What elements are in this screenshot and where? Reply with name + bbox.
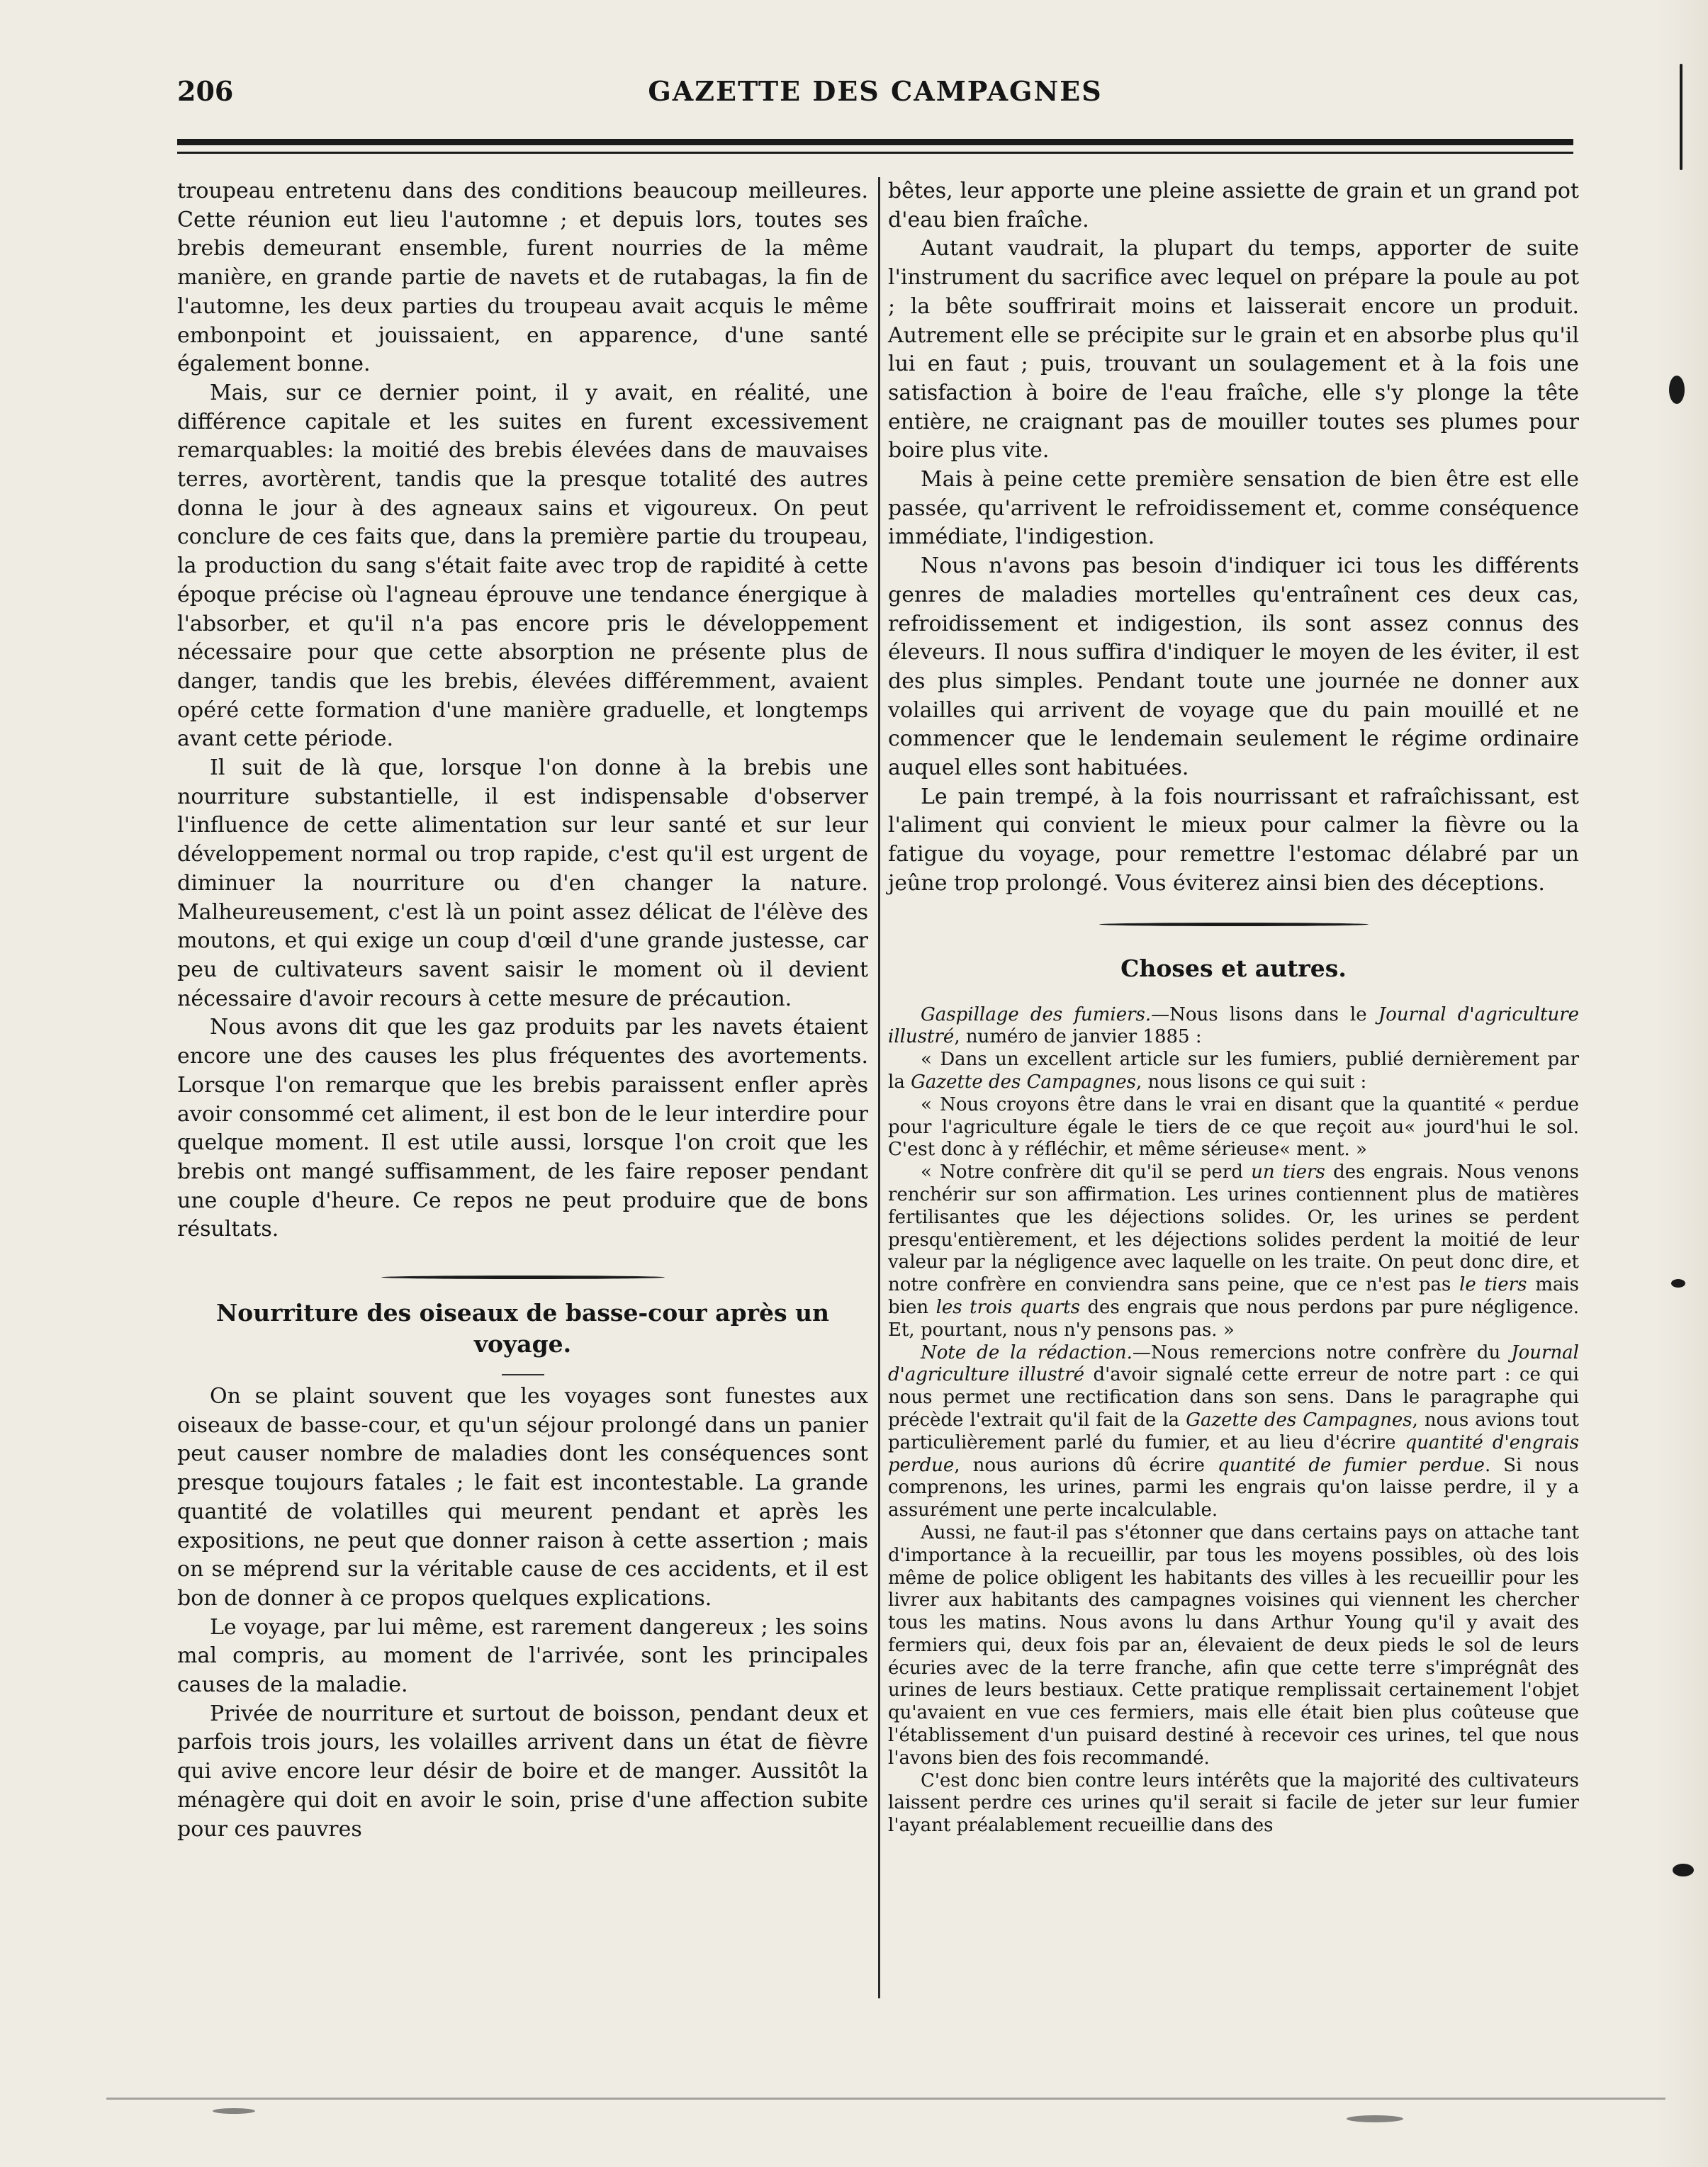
header-rule-thin	[177, 152, 1573, 154]
paragraph: Il suit de là que, lorsque l'on donne à la brebis une nourriture substantielle, il est indispensable d'observer l'influence de cette alimentation sur leur santé et sur leur développement normal ou trop rapide, c'est qu'il est urgent de diminuer la nourriture ou d'en changer la nature. Malheureusement, c'est là un point assez délicat de l'élève des moutons, et qui exige un coup d'œil d'une grande justesse, car peu de cultivateurs savent saisir le moment où il devient nécessaire d'avoir recours à cette mesure de précaution.	[177, 755, 868, 1011]
gaspillage-paragraph: Gaspillage des fumiers.—Nous lisons dans le Journal d'agriculture illustré, numéro de janvier 1885 :	[888, 1003, 1580, 1048]
editor-note-paragraph: Note de la rédaction.—Nous remercions notre confrère du Journal d'agriculture illustré d'avoir signalé cette erreur de notre part : ce qui nous permet une rectification dans son sens. Dans le paragraphe qui précède l'extrait qu'il fait de la Gazette des Campagnes, nous avions tout particulièrement parlé du fumier, et au lieu d'écrire quantité d'engrais perdue, nous aurions dû écrire quantité de fumier perdue. Si nous comprenons, les urines, parmi les engrais qu'on laisse perdre, il y a assurément une perte incalculable.	[888, 1341, 1580, 1521]
running-title: GAZETTE DES CAMPAGNES	[648, 75, 1103, 107]
paragraph: bêtes, leur apporte une pleine assiette de grain et un grand pot d'eau bien fraîche.	[888, 179, 1579, 232]
right-article-body	[888, 177, 1579, 899]
scan-speck	[1347, 2115, 1403, 2122]
paragraph: C'est donc bien contre leurs intérêts que la majorité des cultivateurs laissent perdre ces urines qu'il serait si facile de jeter sur leur fumier l'ayant préalablement recueillie dans des	[888, 1769, 1579, 1837]
section-separator	[1099, 923, 1369, 926]
item-lead: Gaspillage des fumiers.	[921, 1003, 1152, 1025]
scan-speck	[1671, 1279, 1685, 1288]
column-divider	[878, 177, 880, 1998]
paragraph: Le pain trempé, à la fois nourrissant et rafraîchissant, est l'aliment qui convient le mieux pour calmer la fièvre ou la fatigue du voyage, pour remettre l'estomac délabré par un jeûne trop prolongé. Vous éviterez ainsi bien des déceptions.	[888, 784, 1579, 896]
page-edge	[1655, 0, 1708, 2167]
right-column	[888, 177, 1579, 1837]
poultry-article-body	[177, 1383, 868, 1844]
scan-speck	[1680, 64, 1682, 170]
left-column	[177, 177, 868, 1844]
paragraph: Mais à peine cette première sensation de bien être est elle passée, qu'arrivent le refroidissement et, comme conséquence immédiate, l'indigestion.	[888, 467, 1579, 550]
paragraph: Nous n'avons pas besoin d'indiquer ici tous les différents genres de maladies mortelles qu'entraînent ces deux cas, refroidissement et indigestion, ils sont assez connus des éleveurs. Il nous suffira d'indiquer le moyen de les éviter, il est des plus simples. Pendant toute une journée ne donner aux volailles qui arrivent de voyage que du pain mouillé et ne commencer que le lendemain seulement le régime ordinaire auquel elles sont habituées.	[888, 553, 1579, 781]
paragraph: Mais, sur ce dernier point, il y avait, en réalité, une différence capitale et les suites en furent excessivement remarquables: la moitié des brebis élevées dans de mauvaises terres, avortèrent, tandis que la presque totalité des autres donna le jour à des agneaux sains et vigoureux. On peut conclure de ces faits que, dans la première partie du troupeau, la production du sang s'était faite avec trop de rapidité à cette époque précise où l'agneau éprouve une tendance énergique à l'absorber, et qu'il n'a pas encore pris le développement nécessaire pour que cette absorption ne présente plus de danger, tandis que les brebis, élevées différemment, avaient opéré cette formation d'une manière graduelle, et longtemps avant cette période.	[177, 380, 868, 752]
scan-speck	[213, 2108, 255, 2114]
left-article-body	[177, 177, 868, 1244]
paragraph: Le voyage, par lui même, est rarement dangereux ; les soins mal compris, au moment de l'arrivée, sont les principales causes de la maladie.	[177, 1614, 868, 1698]
heading-underline	[502, 1374, 544, 1375]
section-heading: Choses et autres.	[1120, 954, 1347, 982]
quote-paragraph: « Notre confrère dit qu'il se perd un tiers des engrais. Nous venons renchérir sur son affirmation. Les urines contiennent plus de matières fertilisantes que les déjections solides. Or, les urines se perdent presqu'entièrement, et les déjections solides perdent la moitié de leur valeur par la négligence avec laquelle on les traite. On peut donc dire, et notre confrère en conviendra sans peine, que ce n'est pas le tiers mais bien les trois quarts des engrais que nous perdons par pure négligence. Et, pourtant, nous n'y pensons pas. »	[888, 1161, 1580, 1341]
paragraph: troupeau entretenu dans des conditions beaucoup meilleures. Cette réunion eut lieu l'automne ; et depuis lors, toutes ses brebis demeurant ensemble, furent nourries de la même manière, en grande partie de navets et de rutabagas, la fin de l'automne, les deux parties du troupeau avait acquis le même embonpoint et jouissaient, en apparence, d'une santé également bonne.	[177, 179, 868, 377]
scan-speck	[106, 2098, 1665, 2100]
paragraph: Autant vaudrait, la plupart du temps, apporter de suite l'instrument du sacrifice avec lequel on prépare la poule au pot ; la bête souffrirait moins et laisserait encore un produit. Autrement elle se précipite sur le grain et en absorbe plus qu'il lui en faut ; puis, trouvant un soulagement et à la fois une satisfaction à boire de l'eau fraîche, elle s'y plonge la tête entière, ne craignant pas de mouiller toutes ses plumes pour boire plus vite.	[888, 236, 1579, 463]
item-lead: Note de la rédaction.	[921, 1341, 1133, 1363]
miscellany-body	[888, 1004, 1579, 1837]
scan-speck	[1669, 376, 1685, 404]
paragraph: Aussi, ne faut-il pas s'étonner que dans certains pays on attache tant d'importance à la recueillir, par tous les moyens possibles, où des lois même de police obligent les habitants des villes à les recueillir pour les livrer aux habitants des campagnes voisines qui viennent les chercher tous les matins. Nous avons lu dans Arthur Young qu'il y avait des fermiers qui, deux fois par an, élevaient de deux pieds le sol de leurs écuries avec de la terre franche, afin que cette terre s'imprégnât des urines de leurs bestiaux. Cette pratique remplissait certainement l'objet qu'avaient en vue ces fermiers, mais elle était bien plus coûteuse que l'établissement d'un puisard destiné à recevoir ces urines, tel que nous l'avons bien des fois recommandé.	[888, 1521, 1579, 1769]
quote-paragraph: « Dans un excellent article sur les fumiers, publié dernièrement par la Gazette des Campagnes, nous lisons ce qui suit :	[888, 1049, 1579, 1093]
section-separator	[381, 1276, 665, 1279]
page-header	[170, 65, 1580, 108]
paragraph: On se plaint souvent que les voyages sont funestes aux oiseaux de basse-cour, et qu'un séjour prolongé dans un panier peut causer nombre de maladies dont les conséquences sont presque toujours fatales ; le fait est incontestable. La grande quantité de volatilles qui meurent pendant et après les expositions, ne peut que donner raison à cette assertion ; mais on se méprend sur la véritable cause de ces accidents, et il est bon de donner à ce propos quelques explications.	[177, 1384, 868, 1611]
paragraph: Privée de nourriture et surtout de boisson, pendant deux et parfois trois jours, les volailles arrivent dans un état de fièvre qui avive encore leur désir de boire et de manger. Aussitôt la ménagère qui doit en avoir le soin, prise d'une affection subite pour ces pauvres	[177, 1701, 868, 1842]
scan-speck	[1673, 1864, 1694, 1876]
section-heading: Nourriture des oiseaux de basse-cour après un voyage.	[215, 1299, 830, 1358]
paragraph: Nous avons dit que les gaz produits par les navets étaient encore une des causes les plus fréquentes des avortements. Lorsque l'on remarque que les brebis paraissent enfler après avoir consommé cet aliment, il est bon de le leur interdire pour quelque moment. Il est utile aussi, lorsque l'on croit que les brebis ont mangé suffisamment, de les faire reposer pendant une couple d'heure. Ce repos ne peut produire que de bons résultats.	[177, 1015, 868, 1242]
quote-paragraph: « Nous croyons être dans le vrai en disant que la quantité « perdue pour l'agriculture égale le tiers de ce que reçoit au« jourd'hui le sol. C'est donc à y réfléchir, et même sérieuse« ment. »	[888, 1093, 1579, 1161]
page-number: 206	[177, 75, 234, 107]
header-rule-thick	[177, 139, 1573, 145]
